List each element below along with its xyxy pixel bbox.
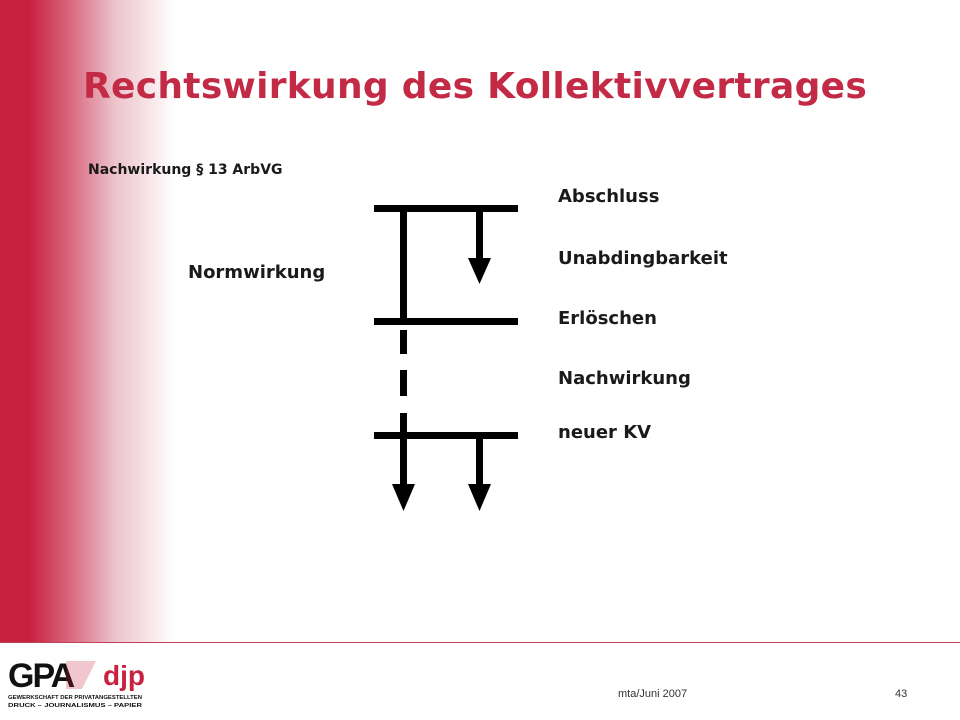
normwirkung-vertical-line — [400, 208, 407, 322]
nachwirkung-dash-3 — [400, 413, 407, 435]
footer-page-number: 43 — [895, 688, 908, 700]
neuer-kv-arrow-right-shaft — [476, 435, 483, 486]
logo-union-sectors: DRUCK – JOURNALISMUS – PAPIER — [8, 703, 142, 709]
abschluss-bar — [374, 205, 518, 212]
nachwirkung-dash-1 — [400, 330, 407, 354]
logo-union-name: GEWERKSCHAFT DER PRIVATANGESTELLTEN — [8, 695, 142, 701]
slide-title: Rechtswirkung des Kollektivvertrages — [83, 66, 868, 107]
stage-label-unabdingbarkeit: Unabdingbarkeit — [558, 248, 728, 269]
stage-label-neuer-kv: neuer KV — [558, 422, 652, 443]
footer-divider — [0, 642, 960, 643]
neuer-kv-arrow-right-head — [468, 484, 491, 511]
logo-mark-text: GPA — [8, 657, 74, 695]
neuer-kv-bar — [374, 432, 518, 439]
nachwirkung-dash-2 — [400, 370, 407, 396]
unabdingbarkeit-arrow-shaft — [476, 208, 483, 260]
footer-author-date: mta/Juni 2007 — [618, 688, 688, 700]
normwirkung-label: Normwirkung — [188, 262, 326, 283]
neuer-kv-arrow-left-head — [392, 484, 415, 511]
logo-brand-text: djp — [103, 660, 145, 691]
slide-subtitle: Nachwirkung § 13 ArbVG — [88, 162, 283, 178]
stage-label-erloeschen: Erlöschen — [558, 308, 657, 329]
stage-label-abschluss: Abschluss — [558, 186, 660, 207]
erloeschen-bar — [374, 318, 518, 325]
neuer-kv-arrow-left-shaft — [400, 435, 407, 486]
unabdingbarkeit-arrow-head — [468, 258, 491, 284]
stage-label-nachwirkung: Nachwirkung — [558, 368, 691, 389]
gpa-djp-logo — [6, 655, 146, 713]
